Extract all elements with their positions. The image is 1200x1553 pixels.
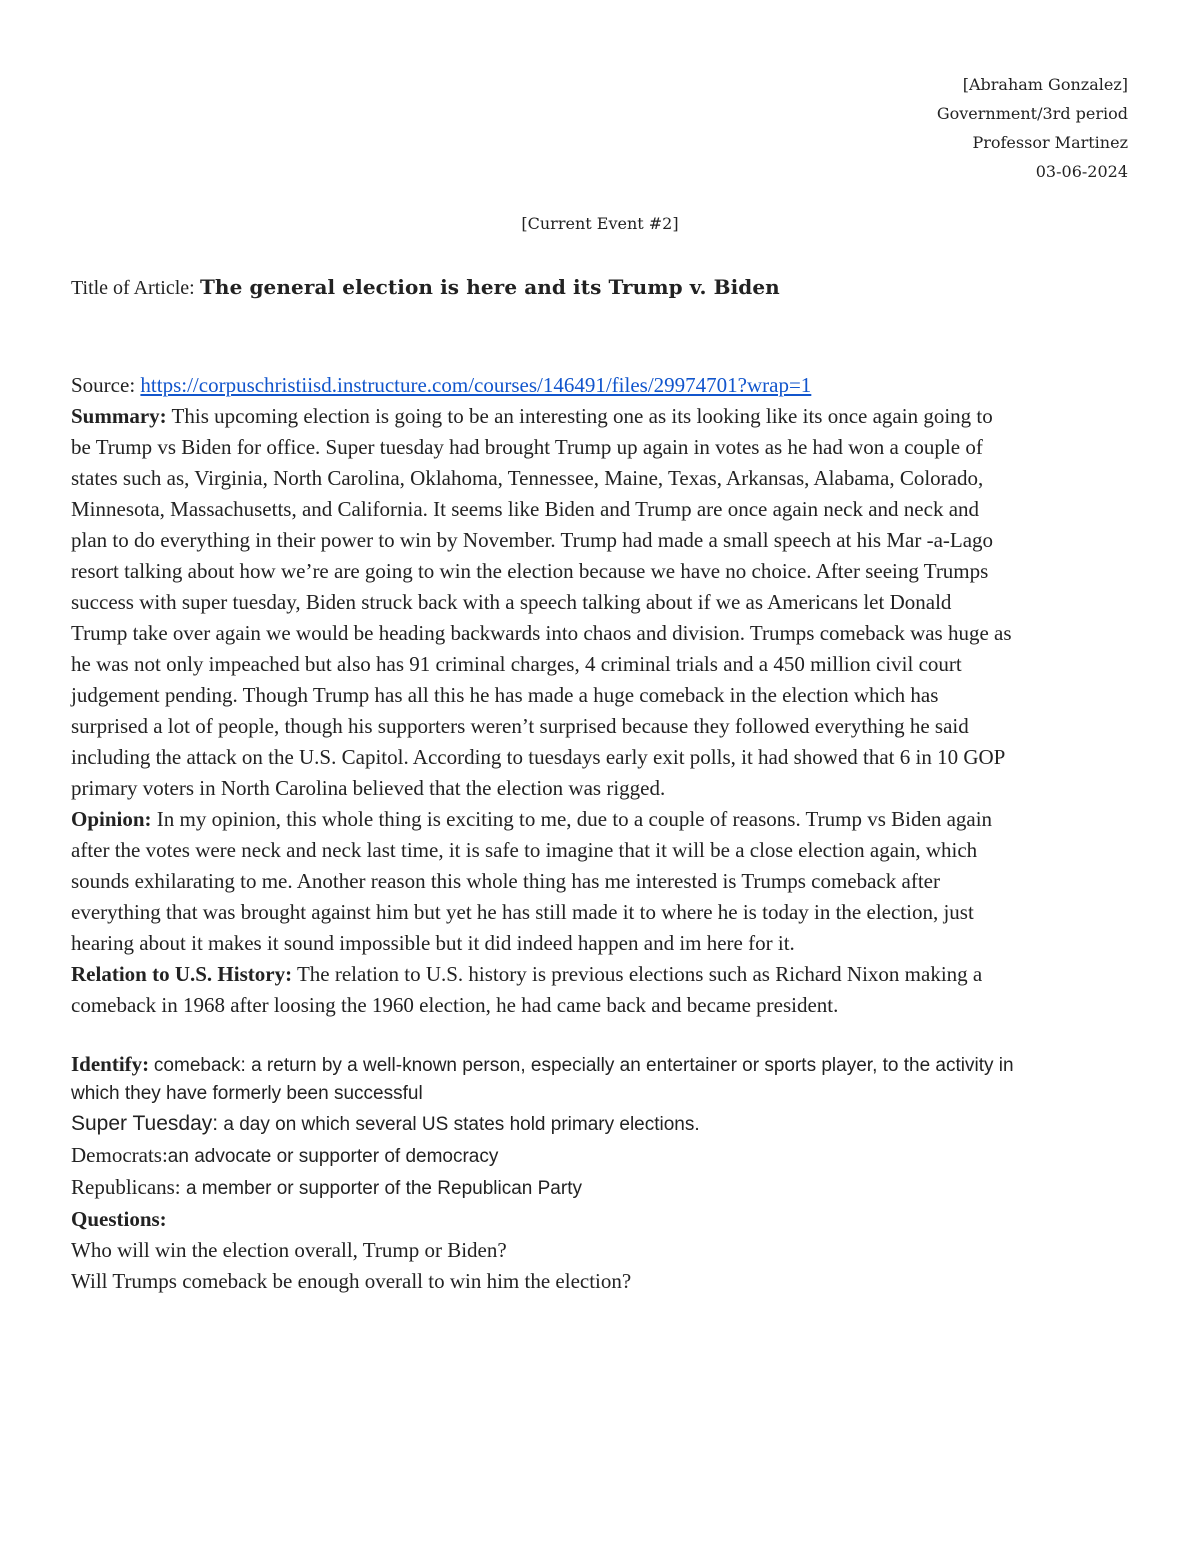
relation-label: Relation to U.S. History: [71,962,293,986]
super-tuesday-definition: a day on which several US states hold primary elections. [223,1114,700,1135]
source-label: Source: [71,373,136,397]
democrats-label: Democrats: [71,1143,168,1167]
question-item: Will Trumps comeback be enough overall to win him the election? [71,1269,632,1293]
republicans-definition: a member or supporter of the Republican Party [185,1178,582,1199]
comeback-definition-cont: which they have formerly been successful [71,1083,423,1104]
republicans-label: Republicans: [71,1175,181,1199]
document-date: 03-06-2024 [1035,162,1128,181]
summary-line: primary voters in North Carolina believed that the election was rigged. [71,776,666,800]
comeback-definition: comeback: a return by a well-known person, especially an entertainer or sports player, to the activity in [153,1055,1014,1076]
article-title-label: Title of Article: [71,277,195,299]
republicans-line [71,1172,1131,1204]
document-body [71,270,1131,1297]
identify-section [71,1050,1131,1108]
opinion-line: hearing about it makes it sound impossible but it did indeed happen and im here for it. [71,931,795,955]
relation-paragraph [71,959,1131,1021]
source-link[interactable]: https://corpuschristiisd.instructure.com/courses/146491/files/29974701?wrap=1 [140,373,812,397]
opinion-label: Opinion: [71,807,152,831]
opinion-paragraph [71,804,1131,959]
article-title: The general election is here and its Trump v. Biden [199,275,780,299]
questions-heading: Questions: [71,1207,167,1231]
summary-line: This upcoming election is going to be an interesting one as its looking like its once again going to [171,404,993,428]
header-block [937,70,1128,186]
summary-line: plan to do everything in their power to win by November. Trump had made a small speech at his Mar -a-Lago [71,528,994,552]
relation-line: comeback in 1968 after loosing the 1960 election, he had came back and became president. [71,993,839,1017]
summary-paragraph [71,401,1131,804]
summary-line: including the attack on the U.S. Capitol. According to tuesdays early exit polls, it had showed that 6 in 10 GOP [71,745,1006,769]
summary-line: be Trump vs Biden for office. Super tuesday had brought Trump up again in votes as he had won a couple of [71,435,983,459]
summary-line: judgement pending. Though Trump has all this he has made a huge comeback in the election which has [71,683,939,707]
student-name: [Abraham Gonzalez] [962,75,1128,94]
opinion-line: In my opinion, this whole thing is exciting to me, due to a couple of reasons. Trump vs Biden again [156,807,993,831]
class-period: Government/3rd period [936,104,1128,123]
question-item: Who will win the election overall, Trump or Biden? [71,1238,507,1262]
summary-line: he was not only impeached but also has 91 criminal charges, 4 criminal trials and a 450 million civil court [71,652,962,676]
democrats-line [71,1140,1131,1172]
summary-line: success with super tuesday, Biden struck back with a speech talking about if we as Americans let Donald [71,590,952,614]
source-line [71,370,1131,401]
super-tuesday-label: Super Tuesday: [71,1112,219,1135]
summary-line: states such as, Virginia, North Carolina, Oklahoma, Tennessee, Maine, Texas, Arkansas, Alabama, Colorado, [71,466,984,490]
article-title-line [71,270,1131,305]
event-heading: [Current Event #2] [521,214,679,233]
relation-line: The relation to U.S. history is previous elections such as Richard Nixon making a [296,962,983,986]
opinion-line: sounds exhilarating to me. Another reason this whole thing has me interested is Trumps comeback after [71,869,940,893]
professor-name: Professor Martinez [972,133,1128,152]
summary-label: Summary: [71,404,167,428]
identify-label: Identify: [71,1052,150,1076]
summary-line: Minnesota, Massachusetts, and California. It seems like Biden and Trump are once again neck and neck and [71,497,980,521]
summary-line: surprised a lot of people, though his supporters weren’t surprised because they followed everything he said [71,714,969,738]
opinion-line: after the votes were neck and neck last time, it is safe to imagine that it will be a close election again, which [71,838,978,862]
super-tuesday-line [71,1108,1131,1140]
summary-line: Trump take over again we would be heading backwards into chaos and division. Trumps comeback was huge as [71,621,1012,645]
summary-line: resort talking about how we’re are going to win the election because we have no choice. After seeing Trumps [71,559,989,583]
opinion-line: everything that was brought against him but yet he has still made it to where he is today in the election, just [71,900,974,924]
democrats-definition: an advocate or supporter of democracy [167,1146,499,1167]
